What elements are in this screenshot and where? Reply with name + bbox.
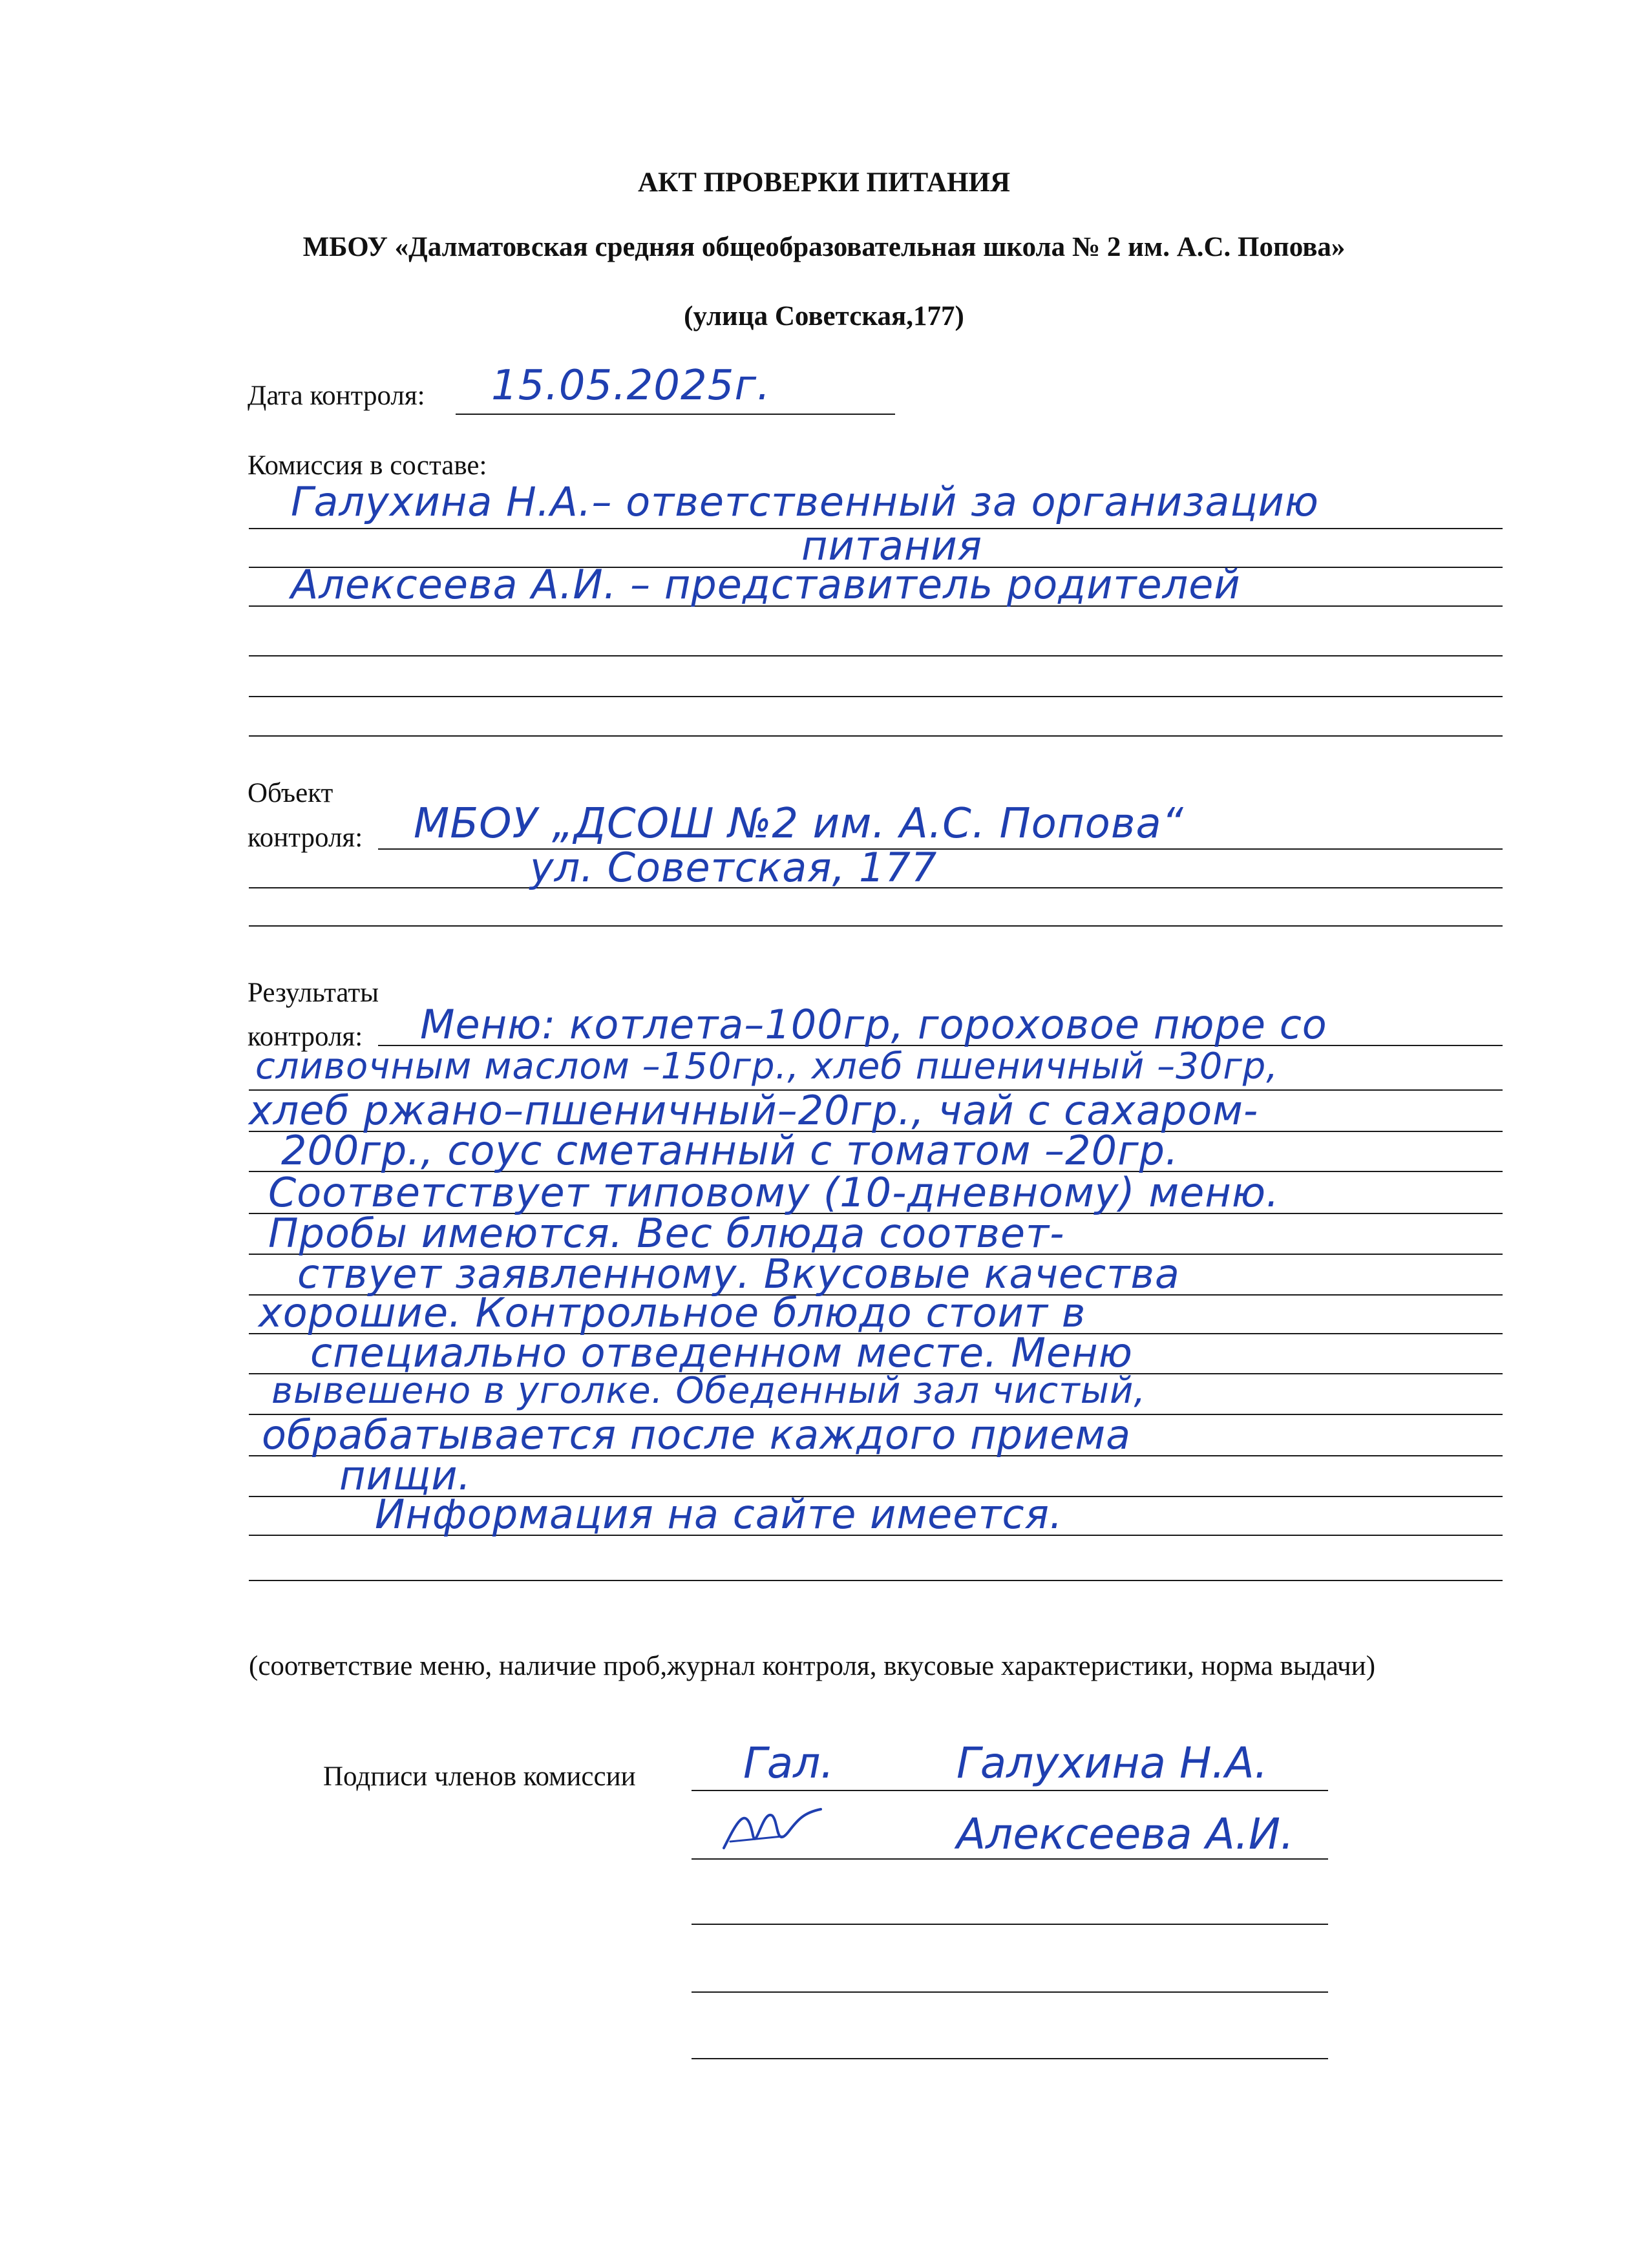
document-title: АКТ ПРОВЕРКИ ПИТАНИЯ [637,167,1010,198]
signatures-label: Подписи членов комиссии [323,1761,636,1792]
commission-line [249,696,1503,697]
signature-line [692,1924,1328,1925]
results-entry: обрабатывается после каждого приема [262,1411,1132,1458]
commission-entry: питания [801,522,983,569]
object-label-line1: Объект [248,778,333,808]
object-entry: МБОУ „ДСОШ №2 им. А.С. Попова“ [414,800,1184,848]
results-entry: сливочным маслом –150гр., хлеб пшеничный –30гр, [255,1045,1279,1087]
signature-name: Алексеева А.И. [956,1809,1294,1859]
signature-name: Галухина Н.А. [956,1738,1268,1788]
results-entry: пищи. [339,1452,472,1499]
date-value: 15.05.2025г. [491,362,771,410]
signature-initials: Гал. [743,1738,834,1788]
date-label: Дата контроля: [248,381,425,411]
commission-entry: Алексеева А.И. – представитель родителей [291,561,1241,608]
commission-label: Комиссия в составе: [248,450,487,481]
results-entry: Меню: котлета–100гр, гороховое пюре со [420,1001,1327,1048]
date-underline [456,414,895,415]
commission-entry: Галухина Н.А.– ответственный за организацию [291,478,1320,525]
results-note: (соответствие меню, наличие проб,журнал контроля, вкусовые характеристики, норма выдачи) [249,1651,1376,1681]
results-entry: Пробы имеются. Вес блюда соответ- [268,1210,1065,1257]
signature-line [692,1991,1328,1993]
results-label-line1: Результаты [248,978,379,1008]
results-label-line2: контроля: [248,1022,363,1052]
results-entry: Информация на сайте имеется. [375,1491,1063,1538]
signature-scribble [717,1796,827,1861]
object-label-line2: контроля: [248,823,363,853]
results-entry: специально отведенном месте. Меню [310,1329,1133,1376]
object-line [249,925,1503,927]
school-name: МБОУ «Далматовская средняя общеобразовательная школа № 2 им. А.С. Попова» [302,232,1346,262]
signature-line [692,2058,1328,2059]
results-entry: хорошие. Контрольное блюдо стоит в [259,1289,1086,1336]
results-entry: вывешено в уголке. Обеденный зал чистый, [271,1370,1146,1412]
signature-line [692,1790,1328,1791]
commission-line [249,655,1503,656]
results-entry: 200гр., соус сметанный с томатом –20гр. [281,1127,1179,1174]
object-entry: ул. Советская, 177 [530,844,938,891]
results-line [249,1580,1503,1581]
commission-line [249,735,1503,737]
school-address: (улица Советская,177) [684,301,964,331]
results-entry: Соответствует типовому (10-дневному) меню. [268,1169,1280,1216]
results-entry: хлеб ржано–пшеничный–20гр., чай с сахаром- [249,1087,1259,1134]
results-entry: ствует заявленному. Вкусовые качества [297,1250,1180,1297]
